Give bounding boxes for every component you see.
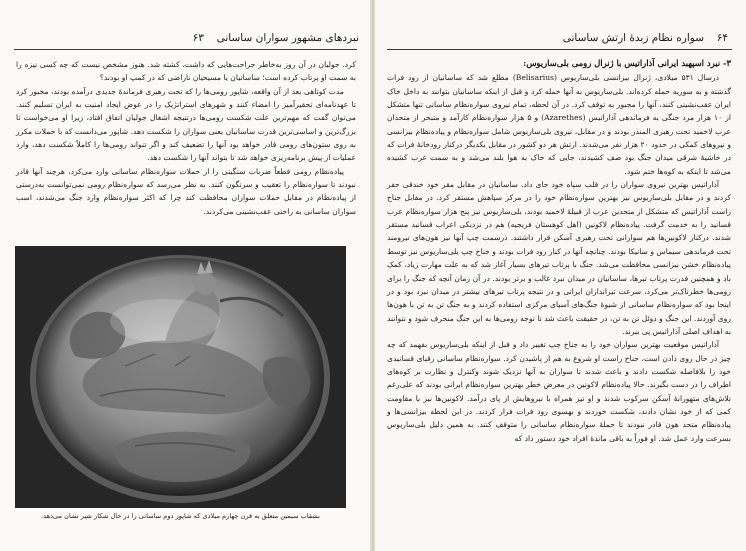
plate-image [15,246,346,508]
header-title: سواره نظام زبدهٔ ارتش ساسانی [562,32,705,44]
left-body-text [16,58,356,218]
silver-plate-photo [15,246,346,508]
header-rule [14,49,357,50]
paragraph: پیاده‌نظام رومی قطعاً ضربات سنگینی را از حملات سواره‌نظام ساسانی وارد می‌کرد، هرچند آنها قادر نبودند تا سواره‌نظام را تعقیب و سرنگون کنند. به نظر می‌رسد که سواره‌نظام رومی نمی‌توانست به‌درستی از پیاده‌نظام در مقابل حملات سواران محافظت کند چرا که اکثر سواره‌نظام وارد جنگ می‌شدند، اسب سواران ساسانی به راحتی عقب‌نشینی می‌کردند. [16,166,356,216]
right-page [375,0,746,551]
section-heading: ۳- نبرد اسپهبد ایرانی آذاراتیس با ژنرال رومی بلی‌ساریوس: [523,58,731,68]
running-header-right [563,32,728,44]
left-page [0,0,371,551]
right-body-text [387,57,731,445]
paragraph: کرد. جولیان در آن روز به‌خاطر جراحت‌هایی که داشت، کشته شد. هنوز مشخص نیست که چه کسی نیزه را به سمت او پرتاب کرده است؛ ساسانیان یا مسیحیان ناراضی که در کمپ او بودند؟ [16,60,356,83]
header-title: نبردهای مشهور سواران ساسانی [216,32,359,44]
paragraph: درسال ۵۳۱ میلادی، ژنرال بیزانسی بلی‌ساریوس (Belisarius) مطلع شد که ساسانیان از رود فرات گذشته و به سوریه حمله کرده‌اند. بلی‌ساریوس به آنها حمله کرد و قبل از اینکه ساسانیان بتوانند به داخل خاک ایران عقب‌نشینی کنند، آنها را مجبور به توقف کرد. در آن لحظه، تمام نیروی سواره‌نظام ساسانی تنها متشکل از ۱۰ هزار مرد جنگی به فرماندهی آذاراتیس (Azarethes) و ۵ هزار سواره‌نظام کارآمد و متبحر از متحدان عرب لاخمید تحت رهبری المنذر بودند و در مقابل، نیروی بلی‌ساریوس شامل سواره‌نظام و پیاده‌نظام بیزانسی و نیروهای کمکی در حدود ۲۰ هزار نفر می‌شدند. ارتش هر دو کشور در مقابل یکدیگر درکنار رودخانهٔ فرات که در حاشیهٔ شرقی میدان جنگ بود صف کشیدند، جایی که خاک به هوا بلند می‌شد و به سمت غرب کشیده می‌شد تا اینکه به کوه‌ها ختم شود. [387,73,731,176]
page-number: ۶۳ [192,32,204,44]
photo-caption: بشقاب سیمین متعلق به قرن چهارم میلادی که شاپور دوم ساسانی را در حال شکار شیر نشان می‌دهد. [41,512,320,520]
paragraph: آذاراتیس بهترین نیروی سواران را در قلب سپاه خود جای داد. ساسانیان در مقابل مقر خود خندقی حفر کردند و در مقابل بلی‌ساریوس نیز بهترین سواره‌نظام خود را در مرکز سپاهش مستقر کرد. در مقابل جناح راست آذاراتیس که متشکل از متحدین عرب از قبیلهٔ لاخمید بودند، بلی‌ساریوس نیز پنج هزار سواره‌نظام عرب قسانید را به خدمت گرفت. پیاده‌نظام لاکونین (اهل کوهستان فریجیه) هم در نزدیکی اعراب قسانید مستقر شدند. درکنار لاکونین‌ها هم سوارانی تحت رهبری آسکن قرار داشتند. درسمت چپ آنها نیز هون‌های نیرومند تحت فرماندهی سیماس و سانیکا بودند. چنانچه آنها در کنار رود فرات بودند و جناح چپ بلی‌ساریوس نیز توسط پیاده‌نظام خشن بیزانسی محافظت می‌شد. جنگ با پرتاب تیرهای بسیار آغاز شد که به علت مهارت زیاد، کمک باد و همچنین قدرت پرتاب تیرها، ساسانیان در میدان نبرد غالب و برتر بودند. در آن زمان آنچه که جنگ را برای رومی‌ها خطرناک‌تر می‌کرد، سرعت تیراندازان ایرانی و در نتیجه پرتاب تیرهای بیشتر در میدان نبرد بود و در اینجا بود که سواره‌نظام ساسانی از شیوهٔ جنگ‌های آسیای مرکزی استفاده کردند و به جنگ تن به تن با هون‌ها روی آوردند. این جنگ و دوئل تن به تن، در حقیقت باعث شد تا توجه رومی‌ها به این جنگ منحرف شود و نتوانند به اهداف اصلی آذاراتیس پی ببرند. [387,180,731,336]
paragraph: مدت کوتاهی بعد از آن واقعه، شاپور رومی‌ها را که تحت رهبری فرماندهٔ جدیدی درآمده بودند، مجبور کرد تا عهدنامه‌ای تحقیرآمیز را امضاء کنند و شهرهای استراتژیک را در عوض ایجاد امنیت به ایران تسلیم کنند. می‌توان گفت که مهم‌ترین علت شکست رومی‌ها درتنیجه اشغال جولیان اتفاق افتاد، زیرا او می‌خواست تا بزرگ‌ترین و اساسی‌ترین قدرت ساسانیان یعنی سواران را شکست دهد. شاپور می‌دانست که با حملات مکرر به روی ستون‌های رومی قادر خواهد بود آنها را تضعیف کند و اگر تنواند رومی‌ها را کاملاً شکست دهد، وارد عملیات از پیش برنامه‌ریزی خواهد شد تا بتواند آنها را شکست دهد. [16,86,356,163]
page-number: ۶۴ [716,32,728,44]
running-header-left [193,32,359,44]
header-rule [387,49,732,50]
paragraph: آذاراتیس موقعیت بهترین سواران خود را به جناح چپ تغییر داد و قبل از اینکه بلی‌ساریوس بفهمد که چه چیز در حال روی دادن است، جناح راست او شروع به هم از پاشیدن کرد. سواره‌نظام ساسانی رقبای قسانیدی خود را بلافاصله شکست دادند و باعث شدند تا سواران به آنها نزدیک شوند وکنترل و نظارت بر کوه‌های اطراف را در دست بگیرند. حالا پیاده‌نظام لاکونین در معرض خطر بهترین سواره‌نظام ایرانی بودند که علی‌رغم تلاش‌های متهورانهٔ آسکن سرکوب شدند و او نیز همراه با نیروهایش از پای درآمد. لاکونین‌ها نیز با مقاومت کمی که از خود نشان دادند، شکست خوردند و بهسوی رود فرات فرار کردند. در این لحظه بیزانسی‌ها و پیاده‌نظام متحد هون قادر نبودند تا حملهٔ سواره‌نظام ساسانی را متوقف کنند. به همین دلیل بلی‌ساریوس بسرعت وارد عمل شد. او فوراً به باقی ماندهٔ افراد خود دستور داد که [387,340,731,443]
